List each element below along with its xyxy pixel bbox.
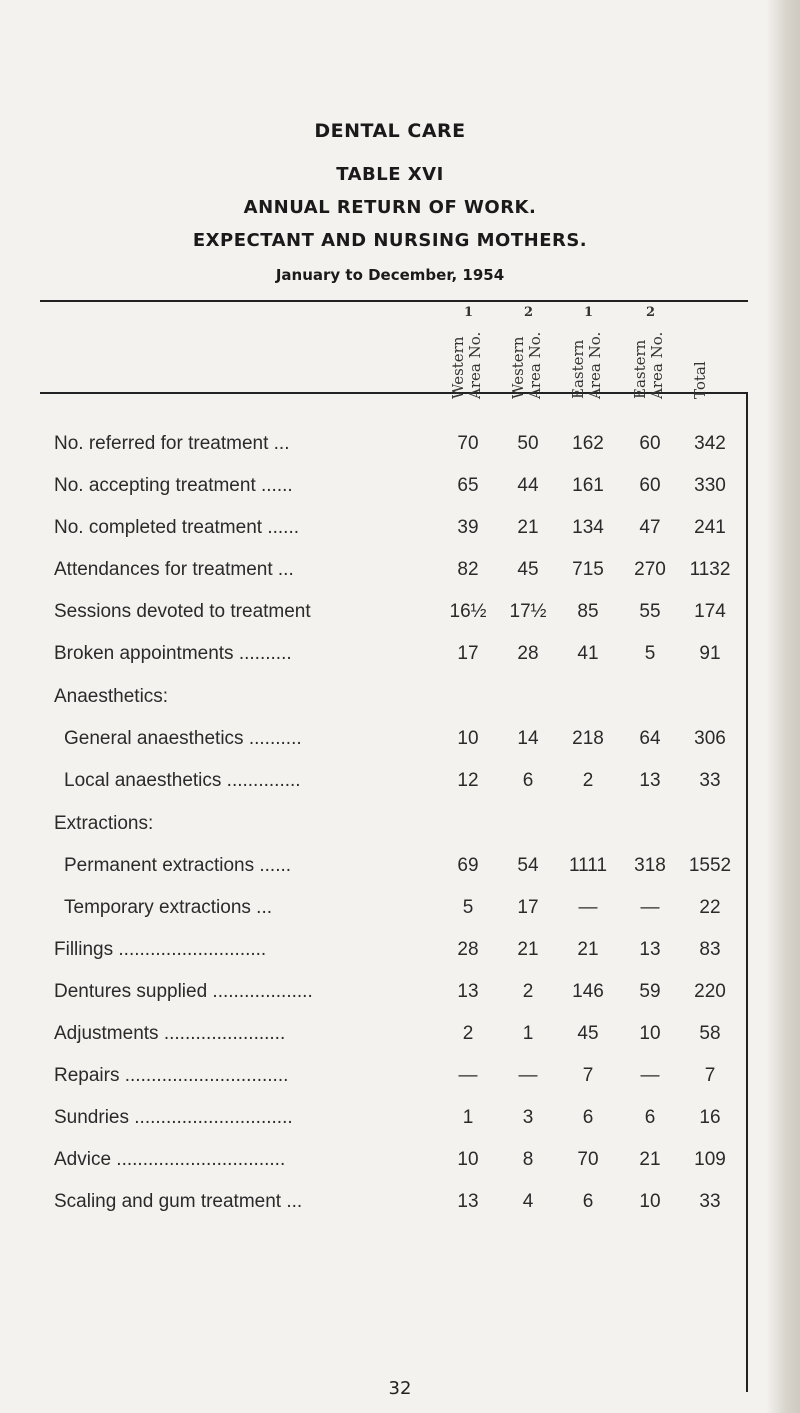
table-cell: 162 [572,433,604,454]
table-cell: 13 [639,939,661,960]
table-cell: 14 [517,728,539,749]
table-cell: 28 [517,643,539,664]
table-cell: — [518,1065,538,1086]
table-cell: 12 [457,770,479,791]
table-cell: 342 [694,433,726,454]
table-cell: 8 [522,1149,534,1170]
table-cell: 3 [522,1107,534,1128]
table-cell: 10 [639,1023,661,1044]
table-cell: 21 [517,517,539,538]
column-header-line2: Area No. [526,331,544,399]
table-cell: 60 [639,433,661,454]
column-header-3 [570,309,606,399]
row-label: Permanent extractions ...... [64,855,292,876]
section-title: DENTAL CARE [314,120,466,142]
row-label: Fillings ............................ [54,939,267,960]
table-cell: 270 [634,559,666,580]
table-cell: 1 [462,1107,474,1128]
table-cell: 241 [694,517,726,538]
column-number-4: 2 [646,305,656,320]
table-number: TABLE XVI [336,164,444,185]
row-label: Attendances for treatment ... [54,559,294,580]
table-cell: 134 [572,517,604,538]
column-header-5 [692,309,728,399]
table-cell: 33 [699,1191,721,1212]
table-cell: 39 [457,517,479,538]
table-cell: 4 [522,1191,534,1212]
table-cell: — [458,1065,478,1086]
table-cell: 1132 [689,559,731,580]
row-label: Repairs ............................... [54,1065,289,1086]
row-label: Anaesthetics: [54,686,169,707]
table-cell: 70 [457,433,479,454]
row-label: No. accepting treatment ...... [54,475,293,496]
table-cell: 65 [457,475,479,496]
table-cell: 58 [699,1023,721,1044]
table-cell: 17 [517,897,539,918]
column-header-4 [632,309,668,399]
column-header-line1: Eastern [569,339,587,399]
column-number-2: 2 [524,305,534,320]
table-cell: 161 [572,475,604,496]
table-cell: 6 [582,1107,594,1128]
table-cell: 85 [577,601,599,622]
table-cell: 1111 [568,855,608,876]
table-cell: 13 [457,981,479,1002]
table-cell: 2 [522,981,534,1002]
row-label: No. completed treatment ...... [54,517,299,538]
table-cell: 54 [517,855,539,876]
table-cell: 715 [572,559,604,580]
table-cell: 220 [694,981,726,1002]
table-cell: 1552 [688,855,732,876]
column-header-line1: Western [449,336,467,399]
table-cell: 82 [457,559,479,580]
table-cell: 330 [694,475,726,496]
table-cell: 13 [457,1191,479,1212]
page-number: 32 [388,1378,412,1399]
table-cell: 17 [457,643,479,664]
table-cell: 21 [639,1149,661,1170]
table-cell: 70 [577,1149,599,1170]
column-header-line2: Area No. [586,331,604,399]
row-label: Broken appointments .......... [54,643,292,664]
table-subtitle: EXPECTANT AND NURSING MOTHERS. [192,230,588,251]
table-cell: 10 [457,1149,479,1170]
table-period: January to December, 1954 [275,266,505,284]
row-label: Sessions devoted to treatment [54,601,311,622]
table-cell: — [578,897,598,918]
table-cell: — [640,897,660,918]
column-header-line2: Area No. [466,331,484,399]
table-cell: 83 [699,939,721,960]
table-cell: 28 [457,939,479,960]
table-cell: 218 [572,728,604,749]
table-cell: 60 [639,475,661,496]
table-cell: 91 [699,643,721,664]
row-label: Local anaesthetics .............. [64,770,301,791]
table-cell: 10 [639,1191,661,1212]
table-cell: 174 [694,601,726,622]
table-cell: 47 [639,517,661,538]
table-cell: 21 [577,939,599,960]
table-cell: 7 [704,1065,716,1086]
table-right-rule [746,392,748,1392]
column-header-line2: Area No. [648,331,666,399]
row-label: Scaling and gum treatment ... [54,1191,303,1212]
table-cell: 22 [699,897,721,918]
table-cell: 17½ [509,601,547,622]
table-cell: 6 [644,1107,656,1128]
row-label: Extractions: [54,813,154,834]
row-label: Dentures supplied ................... [54,981,313,1002]
row-label: No. referred for treatment ... [54,433,290,454]
table-cell: — [640,1065,660,1086]
table-cell: 5 [644,643,656,664]
table-title: ANNUAL RETURN OF WORK. [243,197,537,218]
table-cell: 16 [699,1107,721,1128]
table-cell: 318 [634,855,666,876]
table-cell: 45 [517,559,539,580]
row-label: Sundries .............................. [54,1107,293,1128]
table-cell: 146 [572,981,604,1002]
column-header-line1: Total [691,361,709,399]
table-top-rule [40,300,748,302]
table-cell: 13 [639,770,661,791]
row-label: Advice ................................ [54,1149,286,1170]
row-label: Adjustments ....................... [54,1023,286,1044]
table-cell: 50 [517,433,539,454]
row-label: Temporary extractions ... [64,897,273,918]
row-label: General anaesthetics .......... [64,728,302,749]
table-cell: 6 [522,770,534,791]
table-cell: 55 [639,601,661,622]
table-cell: 41 [577,643,599,664]
table-cell: 45 [577,1023,599,1044]
table-cell: 1 [522,1023,534,1044]
table-cell: 21 [517,939,539,960]
column-header-2 [510,309,546,399]
column-header-line1: Western [509,336,527,399]
column-number-1: 1 [464,305,474,320]
table-cell: 306 [694,728,726,749]
table-cell: 5 [462,897,474,918]
table-cell: 109 [694,1149,726,1170]
table-cell: 2 [582,770,594,791]
column-number-3: 1 [584,305,594,320]
table-cell: 7 [582,1065,594,1086]
table-cell: 33 [699,770,721,791]
table-cell: 10 [457,728,479,749]
table-cell: 69 [457,855,479,876]
table-cell: 64 [639,728,661,749]
table-cell: 6 [582,1191,594,1212]
column-header-line1: Eastern [631,339,649,399]
column-header-1 [450,309,486,399]
table-cell: 2 [462,1023,474,1044]
table-cell: 44 [517,475,539,496]
table-cell: 59 [639,981,661,1002]
table-cell: 16½ [449,601,487,622]
